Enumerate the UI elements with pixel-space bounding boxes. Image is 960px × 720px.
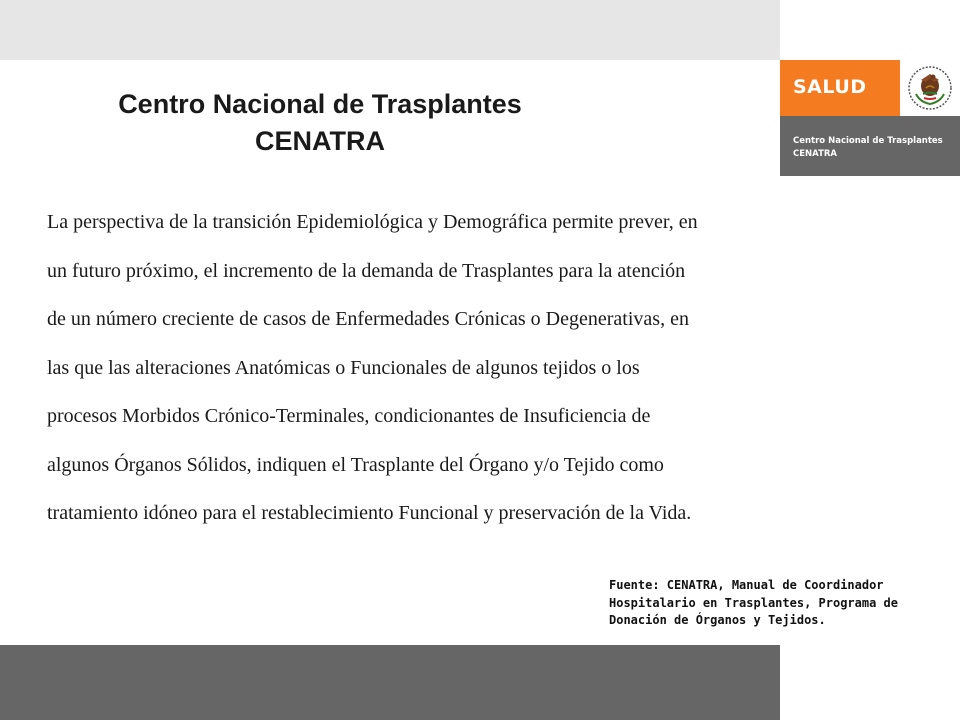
body-line: algunos Órganos Sólidos, indiquen el Trasplante del Órgano y/o Tejido como [47, 453, 664, 476]
source-line2: Hospitalario en Trasplantes, Programa de [609, 595, 898, 610]
body-line: procesos Morbidos Crónico-Terminales, condicionantes de Insuficiencia de [47, 405, 651, 427]
source-line1: Fuente: CENATRA, Manual de Coordinador [609, 578, 884, 592]
body-line: las que las alteraciones Anatómicas o Funcionales de algunos tejidos o los [47, 356, 640, 379]
body-line: La perspectiva de la transición Epidemiológica y Demográfica permite prever, en [47, 211, 698, 233]
org-name-line1: Centro Nacional de Trasplantes [793, 136, 943, 146]
org-name-line2: CENATRA [793, 149, 837, 159]
salud-logo-block [780, 60, 960, 176]
source-citation [609, 577, 954, 630]
top-band [0, 0, 780, 60]
page-title [40, 86, 600, 160]
title-line2: CENATRA [255, 126, 385, 156]
org-name-box [780, 116, 960, 176]
seal-container [900, 60, 960, 116]
source-line3: Donación de Órganos y Tejidos. [609, 613, 826, 627]
body-paragraph [47, 198, 927, 538]
body-line: de un número creciente de casos de Enfermedades Crónicas o Degenerativas, en [47, 308, 689, 330]
mexican-coat-of-arms-icon [906, 64, 954, 112]
title-line1: Centro Nacional de Trasplantes [118, 89, 522, 119]
salud-label: SALUD [780, 60, 900, 116]
body-line: un futuro próximo, el incremento de la demanda de Trasplantes para la atención [47, 259, 686, 282]
body-line: tratamiento idóneo para el restablecimiento Funcional y preservación de la Vida. [47, 502, 692, 524]
bottom-band [0, 645, 780, 720]
